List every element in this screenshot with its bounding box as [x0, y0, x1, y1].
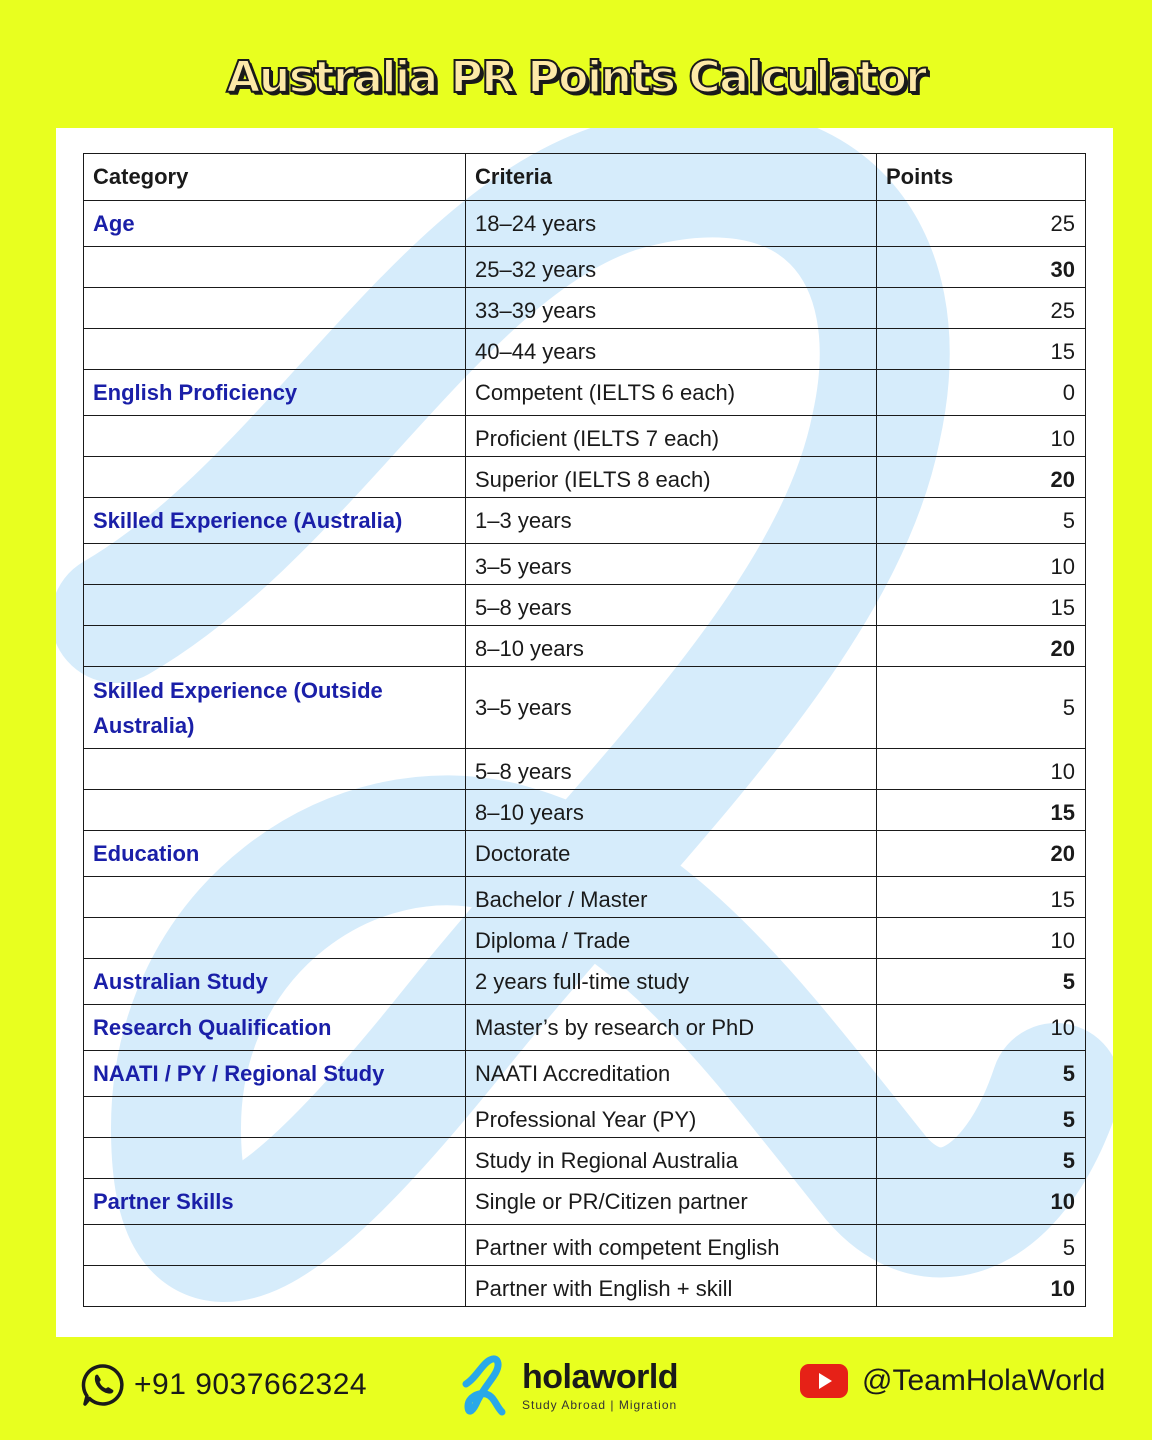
table-row — [84, 416, 1086, 457]
cell-points: 10 — [877, 544, 1086, 585]
cell-points: 30 — [877, 247, 1086, 288]
cell-criteria: 5–8 years — [466, 749, 877, 790]
cell-criteria: 1–3 years — [466, 498, 877, 544]
holaworld-logo-icon — [460, 1354, 516, 1418]
table-row — [84, 959, 1086, 1005]
cell-points: 10 — [877, 416, 1086, 457]
cell-category: Skilled Experience (Outside Australia) — [84, 667, 466, 749]
cell-category — [84, 457, 466, 498]
table-row — [84, 877, 1086, 918]
cell-category — [84, 790, 466, 831]
page-title: Australia PR Points Calculator — [226, 52, 926, 103]
cell-criteria: 25–32 years — [466, 247, 877, 288]
table-row — [84, 626, 1086, 667]
cell-points: 10 — [877, 1005, 1086, 1051]
whatsapp-icon — [80, 1362, 126, 1408]
cell-criteria: 2 years full-time study — [466, 959, 877, 1005]
cell-criteria: Partner with English + skill — [466, 1266, 877, 1307]
cell-points: 15 — [877, 585, 1086, 626]
table-row — [84, 1138, 1086, 1179]
cell-category: Research Qualification — [84, 1005, 466, 1051]
cell-criteria: Competent (IELTS 6 each) — [466, 370, 877, 416]
cell-category: Skilled Experience (Australia) — [84, 498, 466, 544]
cell-points: 10 — [877, 1266, 1086, 1307]
cell-category — [84, 1266, 466, 1307]
cell-category — [84, 247, 466, 288]
cell-points: 5 — [877, 1225, 1086, 1266]
table-row — [84, 749, 1086, 790]
cell-criteria: 3–5 years — [466, 544, 877, 585]
points-table — [83, 153, 1086, 1307]
cell-points: 25 — [877, 201, 1086, 247]
cell-category — [84, 1097, 466, 1138]
cell-category — [84, 626, 466, 667]
cell-category — [84, 749, 466, 790]
cell-criteria: Proficient (IELTS 7 each) — [466, 416, 877, 457]
cell-points: 15 — [877, 790, 1086, 831]
points-card — [56, 128, 1113, 1337]
phone-number: +91 9037662324 — [134, 1368, 368, 1401]
cell-points: 10 — [877, 918, 1086, 959]
cell-criteria: Bachelor / Master — [466, 877, 877, 918]
cell-points: 20 — [877, 831, 1086, 877]
table-row — [84, 288, 1086, 329]
table-row — [84, 790, 1086, 831]
phone-contact[interactable] — [80, 1362, 367, 1408]
cell-points: 5 — [877, 498, 1086, 544]
cell-points: 10 — [877, 749, 1086, 790]
cell-criteria: 40–44 years — [466, 329, 877, 370]
table-row — [84, 1005, 1086, 1051]
table-row — [84, 1097, 1086, 1138]
cell-category — [84, 877, 466, 918]
cell-points: 10 — [877, 1179, 1086, 1225]
cell-category: English Proficiency — [84, 370, 466, 416]
cell-points: 20 — [877, 457, 1086, 498]
cell-criteria: Single or PR/Citizen partner — [466, 1179, 877, 1225]
cell-category: NAATI / PY / Regional Study — [84, 1051, 466, 1097]
brand-logo[interactable] — [460, 1354, 678, 1418]
cell-points: 15 — [877, 329, 1086, 370]
cell-points: 25 — [877, 288, 1086, 329]
header-criteria: Criteria — [466, 154, 877, 201]
cell-category: Education — [84, 831, 466, 877]
cell-criteria: 18–24 years — [466, 201, 877, 247]
table-row — [84, 585, 1086, 626]
cell-points: 5 — [877, 1051, 1086, 1097]
table-row — [84, 247, 1086, 288]
table-row — [84, 457, 1086, 498]
table-row — [84, 544, 1086, 585]
cell-criteria: 8–10 years — [466, 790, 877, 831]
cell-criteria: Partner with competent English — [466, 1225, 877, 1266]
cell-criteria: 5–8 years — [466, 585, 877, 626]
cell-category: Australian Study — [84, 959, 466, 1005]
cell-criteria: Superior (IELTS 8 each) — [466, 457, 877, 498]
cell-category — [84, 918, 466, 959]
cell-points: 5 — [877, 1097, 1086, 1138]
cell-criteria: 3–5 years — [466, 667, 877, 749]
youtube-contact[interactable] — [800, 1364, 1105, 1398]
cell-category — [84, 416, 466, 457]
table-row — [84, 1266, 1086, 1307]
brand-name: holaworld — [522, 1358, 679, 1396]
table-header-row — [84, 154, 1086, 201]
footer — [0, 1350, 1152, 1430]
header-points: Points — [877, 154, 1086, 201]
table-row — [84, 1051, 1086, 1097]
header-category: Category — [84, 154, 466, 201]
cell-criteria: NAATI Accreditation — [466, 1051, 877, 1097]
table-row — [84, 1179, 1086, 1225]
cell-points: 20 — [877, 626, 1086, 667]
cell-criteria: 33–39 years — [466, 288, 877, 329]
table-row — [84, 329, 1086, 370]
cell-category: Age — [84, 201, 466, 247]
cell-points: 5 — [877, 959, 1086, 1005]
table-row — [84, 667, 1086, 749]
cell-category — [84, 544, 466, 585]
cell-category — [84, 585, 466, 626]
table-row — [84, 1225, 1086, 1266]
brand-tagline: Study Abroad | Migration — [522, 1398, 678, 1412]
table-row — [84, 201, 1086, 247]
cell-points: 5 — [877, 667, 1086, 749]
cell-category — [84, 1138, 466, 1179]
cell-category — [84, 1225, 466, 1266]
cell-criteria: 8–10 years — [466, 626, 877, 667]
table-row — [84, 498, 1086, 544]
cell-criteria: Study in Regional Australia — [466, 1138, 877, 1179]
cell-category — [84, 288, 466, 329]
table-row — [84, 831, 1086, 877]
youtube-handle: @TeamHolaWorld — [862, 1364, 1106, 1397]
cell-category: Partner Skills — [84, 1179, 466, 1225]
table-row — [84, 918, 1086, 959]
table-row — [84, 370, 1086, 416]
cell-points: 15 — [877, 877, 1086, 918]
cell-criteria: Diploma / Trade — [466, 918, 877, 959]
cell-criteria: Master’s by research or PhD — [466, 1005, 877, 1051]
cell-points: 0 — [877, 370, 1086, 416]
cell-points: 5 — [877, 1138, 1086, 1179]
cell-criteria: Doctorate — [466, 831, 877, 877]
cell-criteria: Professional Year (PY) — [466, 1097, 877, 1138]
table-body — [84, 201, 1086, 1307]
cell-category — [84, 329, 466, 370]
youtube-icon — [800, 1364, 848, 1398]
